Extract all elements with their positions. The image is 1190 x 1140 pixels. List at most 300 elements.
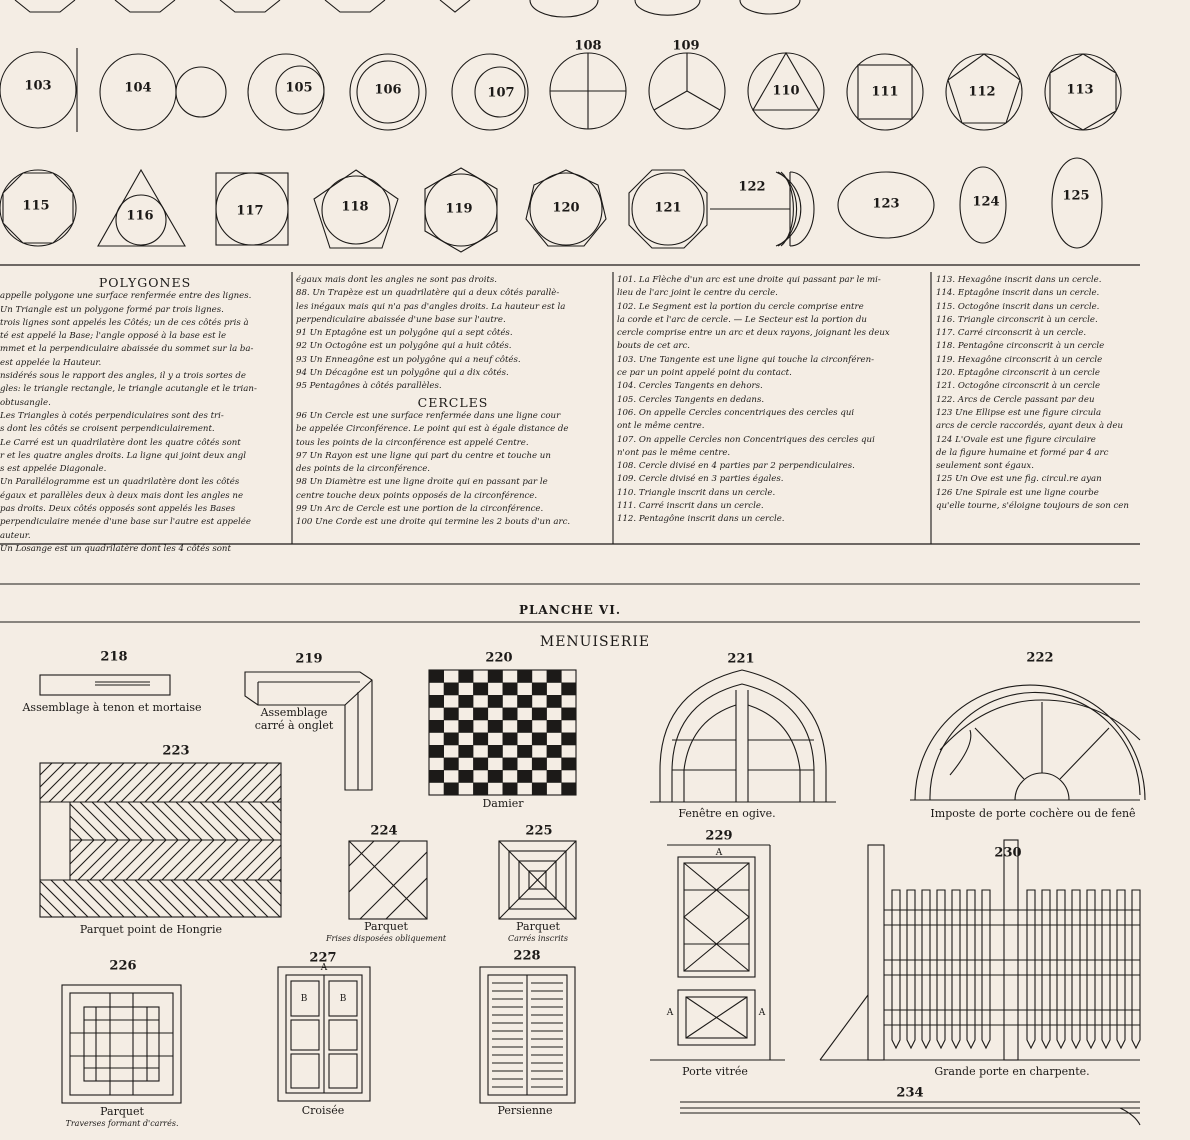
picket bbox=[1102, 890, 1110, 1048]
checker-square bbox=[429, 745, 444, 758]
hatch-line bbox=[272, 802, 281, 811]
text-line: 119. Hexagône circonscrit à un cercle bbox=[936, 354, 1103, 365]
text-line: 108. Cercle divisé en 4 parties par 2 perpendiculaires. bbox=[617, 461, 855, 472]
checker-square bbox=[458, 720, 473, 733]
fig-number-234: 234 bbox=[896, 1085, 924, 1101]
picket bbox=[982, 890, 990, 1048]
text-line: mmet et la perpendiculaire abaissée du sommet sur la ba- bbox=[0, 344, 254, 355]
checker-square bbox=[488, 670, 503, 683]
checker-square bbox=[503, 683, 518, 696]
hatch-line bbox=[111, 880, 148, 917]
text-line: cercle comprise entre un arc et deux rayons, joignant les deux bbox=[617, 328, 890, 339]
text-line: des points de la circonférence. bbox=[296, 464, 431, 475]
checker-square bbox=[473, 758, 488, 771]
text-line: arcs de cercle raccordés, ayant deux à deu bbox=[936, 421, 1123, 432]
hatch-line bbox=[205, 763, 244, 802]
text-line: gles: le triangle rectangle, le triangle acutangle et le trian- bbox=[0, 384, 257, 395]
caption-219a: Assemblage bbox=[260, 706, 328, 719]
hatch-line bbox=[78, 840, 118, 880]
figure-number-121: 121 bbox=[654, 200, 682, 216]
text-line: 115. Octogône inscrit dans un cercle. bbox=[936, 301, 1100, 312]
hatch-line bbox=[147, 880, 184, 917]
text-line: 95 Pentagônes à côtés parallèles. bbox=[296, 381, 442, 392]
caption-220: Damier bbox=[482, 797, 524, 810]
fig-number-223: 223 bbox=[162, 743, 190, 759]
letter-a-left: A bbox=[666, 1008, 674, 1018]
hatch-line bbox=[145, 763, 184, 802]
polygones-heading: POLYGONES bbox=[98, 275, 192, 290]
caption-226-sub: Traverses formant d'carrés. bbox=[65, 1119, 179, 1128]
hatch-line bbox=[73, 763, 112, 802]
fig-number-228: 228 bbox=[513, 948, 541, 964]
text-line: té est appelé la Base; l'angle opposé à la base est le bbox=[0, 331, 227, 342]
hatch-line bbox=[70, 816, 94, 840]
checker-square bbox=[532, 733, 547, 746]
hatch-line bbox=[49, 763, 88, 802]
hatch-line bbox=[200, 802, 238, 840]
picket bbox=[952, 890, 960, 1048]
text-line: bouts de cet arc. bbox=[617, 341, 690, 352]
text-line: 93 Un Enneagône est un polygône qui a neuf côtés. bbox=[296, 354, 521, 365]
text-line: égaux mais dont les angles ne sont pas droits. bbox=[296, 275, 498, 285]
fig-228-shutter bbox=[480, 967, 575, 1103]
figure-number-118: 118 bbox=[341, 199, 369, 215]
picket bbox=[1117, 890, 1125, 1048]
fig-number-230: 230 bbox=[994, 845, 1022, 861]
hatch-line bbox=[159, 880, 196, 917]
checker-square bbox=[458, 670, 473, 683]
hatch-line bbox=[219, 880, 256, 917]
checker-square bbox=[444, 683, 459, 696]
hatch-line bbox=[63, 880, 100, 917]
trapeze-text bbox=[296, 274, 610, 394]
fig-220-checkerboard bbox=[429, 670, 576, 795]
figure-number-107: 107 bbox=[487, 85, 515, 101]
polygon-definitions-column bbox=[936, 274, 1140, 544]
hatch-line bbox=[150, 840, 190, 880]
figure-number-108: 108 bbox=[574, 38, 602, 54]
hatch-line bbox=[140, 802, 178, 840]
figure-number-111: 111 bbox=[871, 84, 899, 100]
fig-227-casement-window bbox=[278, 967, 370, 1101]
checker-square bbox=[488, 745, 503, 758]
figure-number-125: 125 bbox=[1062, 188, 1090, 204]
text-line: n'ont pas le même centre. bbox=[617, 447, 731, 458]
picket bbox=[937, 890, 945, 1048]
text-line: de la figure humaine et formé par 4 arc bbox=[936, 447, 1109, 458]
text-line: 110. Triangle inscrit dans un cercle. bbox=[617, 487, 776, 498]
figure-number-117: 117 bbox=[236, 203, 264, 219]
checker-square bbox=[429, 695, 444, 708]
picket bbox=[1027, 890, 1035, 1048]
hatch-line bbox=[164, 802, 202, 840]
caption-225-title: Parquet bbox=[516, 920, 560, 933]
checker-square bbox=[517, 670, 532, 683]
text-line: 107. On appelle Cercles non Concentriques des cercles qui bbox=[617, 434, 875, 445]
fig-number-220: 220 bbox=[485, 650, 513, 666]
hatch-line bbox=[104, 802, 142, 840]
text-line: 125 Un Ove est une fig. circul.re ayan bbox=[936, 474, 1102, 485]
text-line: 105. Cercles Tangents en dedans. bbox=[617, 394, 765, 405]
fig-225-square-parquet bbox=[499, 841, 576, 919]
checker-square bbox=[547, 745, 562, 758]
figure-number-109: 109 bbox=[672, 38, 700, 54]
checker-square bbox=[503, 758, 518, 771]
text-line: centre touche deux points opposés de la circonférence. bbox=[296, 490, 538, 501]
hatch-line bbox=[85, 763, 124, 802]
hatch-line bbox=[128, 802, 166, 840]
polygon-definitions-text bbox=[936, 274, 1140, 513]
hatch-line bbox=[116, 802, 154, 840]
fig-221-ogive-window bbox=[650, 670, 836, 802]
figure-number-113: 113 bbox=[1066, 82, 1094, 98]
text-line: qu'elle tourne, s'éloigne toujours de son cen bbox=[936, 501, 1129, 512]
text-line: s dont les côtés se croisent perpendiculairement. bbox=[0, 424, 215, 435]
checker-square bbox=[517, 695, 532, 708]
picket bbox=[1132, 890, 1140, 1048]
hatch-line bbox=[40, 905, 52, 917]
figure-number-110: 110 bbox=[772, 83, 800, 99]
checker-square bbox=[458, 695, 473, 708]
checker-square bbox=[473, 683, 488, 696]
text-line: r et les quatre angles droits. La ligne qui joint deux angl bbox=[0, 450, 246, 461]
hatch-line bbox=[109, 763, 148, 802]
checker-square bbox=[473, 708, 488, 721]
hatch-line bbox=[121, 763, 160, 802]
hatch-line bbox=[126, 840, 166, 880]
fig-230-carpentry-gate bbox=[820, 840, 1140, 1060]
caption-221: Fenêtre en ogive. bbox=[678, 807, 776, 820]
text-line: 109. Cercle divisé en 3 parties égales. bbox=[617, 474, 784, 485]
fig-222-fanlight bbox=[910, 685, 1145, 800]
checker-square bbox=[547, 720, 562, 733]
text-line: Les Triangles à cotés perpendiculaires sont des tri- bbox=[0, 410, 224, 421]
checker-square bbox=[503, 708, 518, 721]
caption-230: Grande porte en charpente. bbox=[934, 1065, 1090, 1078]
hatch-line bbox=[99, 880, 136, 917]
picket bbox=[922, 890, 930, 1048]
checker-square bbox=[561, 733, 576, 746]
caption-224-title: Parquet bbox=[364, 920, 408, 933]
figure-number-106: 106 bbox=[374, 82, 402, 98]
hatch-line bbox=[198, 840, 238, 880]
hatch-line bbox=[212, 802, 250, 840]
cercles-heading: CERCLES bbox=[417, 394, 489, 410]
hatch-line bbox=[97, 763, 136, 802]
figure-number-104: 104 bbox=[124, 80, 152, 96]
hatch-line bbox=[92, 802, 130, 840]
text-line: 99 Un Arc de Cercle est une portion de la circonférence. bbox=[296, 504, 544, 515]
caption-222: Imposte de porte cochère ou de fenê bbox=[930, 807, 1136, 820]
text-line: 117. Carré circonscrit à un cercle. bbox=[936, 328, 1087, 339]
text-line: Un Parallélogramme est un quadrilatère dont les côtés bbox=[0, 477, 240, 488]
hatch-line bbox=[135, 880, 172, 917]
circle-definitions-text bbox=[617, 274, 929, 527]
text-line: perpendiculaire menée d'une base sur l'autre est appelée bbox=[0, 517, 251, 528]
text-line: ce par un point appelé point du contact. bbox=[617, 368, 792, 379]
text-line: ont le même centre. bbox=[617, 421, 705, 432]
caption-224 bbox=[326, 921, 446, 945]
text-line: 103. Une Tangente est une ligne qui touche la circonféren- bbox=[617, 354, 875, 365]
checker-square bbox=[561, 683, 576, 696]
checker-square bbox=[517, 745, 532, 758]
hatch-line bbox=[174, 840, 214, 880]
figure-number-123: 123 bbox=[872, 196, 900, 212]
text-line: 100 Une Corde est une droite qui termine les 2 bouts d'un arc. bbox=[296, 517, 571, 528]
figure-number-112: 112 bbox=[968, 84, 996, 100]
checker-square bbox=[547, 770, 562, 783]
checker-square bbox=[503, 733, 518, 746]
hatch-line bbox=[114, 840, 154, 880]
hatch-line bbox=[217, 763, 256, 802]
text-line: la corde et l'arc de cercle. — Le Secteur est la portion du bbox=[617, 314, 867, 325]
letter-b-right: B bbox=[339, 994, 347, 1004]
hatch-line bbox=[241, 763, 280, 802]
text-line: obtusangle. bbox=[0, 397, 51, 408]
hatch-line bbox=[75, 880, 112, 917]
checker-square bbox=[503, 783, 518, 796]
hatch-line bbox=[210, 840, 250, 880]
figure-number-124: 124 bbox=[972, 194, 1000, 210]
fig-number-222: 222 bbox=[1026, 650, 1054, 666]
text-line: 112. Pentagône inscrit dans un cercle. bbox=[617, 514, 785, 525]
text-line: 126 Une Spirale est une ligne courbe bbox=[936, 487, 1099, 498]
hatch-line bbox=[265, 786, 281, 802]
text-line: s est appelée Diagonale. bbox=[0, 464, 107, 475]
checker-square bbox=[488, 720, 503, 733]
hatch-line bbox=[157, 763, 196, 802]
hatch-line bbox=[40, 893, 64, 917]
fig-number-226: 226 bbox=[109, 958, 137, 974]
caption-218: Assemblage à tenon et mortaise bbox=[22, 701, 202, 714]
text-line: 88. Un Trapèze est un quadrilatère qui a deux côtés parallè- bbox=[296, 288, 560, 299]
text-line: 123 Une Ellipse est une figure circula bbox=[936, 407, 1102, 418]
hatch-line bbox=[70, 840, 94, 864]
hatch-line bbox=[270, 869, 281, 880]
checker-square bbox=[429, 670, 444, 683]
hatch-line bbox=[152, 802, 190, 840]
fig-218-tenon-joint bbox=[40, 675, 170, 695]
caption-219b: carré à onglet bbox=[254, 719, 334, 732]
checker-square bbox=[429, 720, 444, 733]
checker-square bbox=[517, 770, 532, 783]
text-line: est appelée la Hauteur. bbox=[0, 357, 102, 368]
text-line: 102. Le Segment est la portion du cercle comprise entre bbox=[617, 301, 864, 312]
hatch-line bbox=[70, 828, 82, 840]
hatch-line bbox=[133, 763, 172, 802]
hatch-line bbox=[40, 763, 52, 775]
text-line: 98 Un Diamètre est une ligne droite qui en passant par le bbox=[296, 477, 548, 488]
hatch-line bbox=[181, 763, 220, 802]
fig-104-tangent-circles bbox=[100, 54, 226, 130]
fig-number-224: 224 bbox=[370, 823, 398, 839]
checker-square bbox=[532, 783, 547, 796]
text-line: 122. Arcs de Cercle passant par deu bbox=[936, 394, 1095, 405]
checker-square bbox=[473, 733, 488, 746]
hatch-line bbox=[186, 840, 226, 880]
text-line: les inégaux mais qui n'a pas d'angles droits. La hauteur est la bbox=[296, 301, 566, 312]
checker-square bbox=[561, 783, 576, 796]
hatch-line bbox=[51, 880, 88, 917]
hatch-line bbox=[236, 802, 274, 840]
hatch-line bbox=[40, 763, 64, 787]
caption-223: Parquet point de Hongrie bbox=[79, 923, 223, 936]
checker-square bbox=[532, 683, 547, 696]
text-line: perpendiculaire abaissée d'une base sur l'autre. bbox=[296, 314, 506, 325]
cercles-text bbox=[296, 410, 610, 530]
hatch-line bbox=[260, 802, 281, 823]
caption-227: Croisée bbox=[301, 1104, 345, 1117]
checker-square bbox=[444, 783, 459, 796]
checker-square bbox=[458, 745, 473, 758]
text-line: lieu de l'arc joint le centre du cercle. bbox=[617, 288, 778, 299]
hatch-line bbox=[87, 880, 124, 917]
caption-229: Porte vitrée bbox=[682, 1065, 748, 1078]
checker-square bbox=[473, 783, 488, 796]
caption-224-sub: Frises disposées obliquement bbox=[325, 934, 447, 943]
text-line: 106. On appelle Cercles concentriques des cercles qui bbox=[617, 407, 855, 418]
text-line: 116. Triangle circonscrit à un cercle. bbox=[936, 314, 1098, 325]
fig-234-moulding bbox=[680, 1102, 1140, 1125]
hatch-line bbox=[277, 798, 281, 802]
checker-square bbox=[488, 695, 503, 708]
caption-228: Persienne bbox=[497, 1104, 553, 1117]
text-line: 101. La Flèche d'un arc est une droite qui passant par le mi- bbox=[617, 275, 881, 285]
text-line: 121. Octogône circonscrit à un cercle bbox=[936, 381, 1101, 392]
hatch-line bbox=[207, 880, 244, 917]
checker-square bbox=[458, 770, 473, 783]
picket bbox=[892, 890, 900, 1048]
checker-square bbox=[547, 695, 562, 708]
caption-225 bbox=[508, 921, 568, 945]
fig-223-herringbone-parquet bbox=[40, 763, 281, 917]
text-line: 118. Pentagône circonscrit à un cercle bbox=[936, 341, 1105, 352]
picket bbox=[1042, 890, 1050, 1048]
fig-number-227: 227 bbox=[309, 950, 337, 966]
figure-number-103: 103 bbox=[24, 78, 52, 94]
hatch-line bbox=[255, 880, 281, 906]
letter-a-227: A bbox=[320, 963, 328, 973]
text-line: nsidérés sous le rapport des angles, il y a trois sortes de bbox=[0, 371, 246, 382]
text-line: trois lignes sont appelés les Côtés; un de ces côtés pris à bbox=[0, 317, 249, 328]
hatch-line bbox=[243, 880, 280, 917]
fig-number-219: 219 bbox=[295, 651, 323, 667]
hatch-line bbox=[222, 840, 262, 880]
figure-number-115: 115 bbox=[22, 198, 50, 214]
hatch-line bbox=[162, 840, 202, 880]
text-line: auteur. bbox=[0, 530, 31, 541]
circle-definitions-column bbox=[617, 274, 929, 544]
text-line: égaux et parallèles deux à deux mais dont les angles ne bbox=[0, 490, 244, 501]
fig-number-225: 225 bbox=[525, 823, 553, 839]
checker-square bbox=[444, 758, 459, 771]
hatch-line bbox=[169, 763, 208, 802]
text-line: 114. Eptagône inscrit dans un cercle. bbox=[936, 288, 1100, 299]
text-line: be appelée Circonférence. Le point qui est à égale distance de bbox=[296, 424, 569, 435]
text-line: 104. Cercles Tangents en dehors. bbox=[617, 381, 763, 392]
text-line: 120. Eptagône circonscrit à un cercle bbox=[936, 368, 1101, 379]
hatch-line bbox=[234, 840, 274, 880]
hatch-line bbox=[258, 857, 281, 880]
text-line: 92 Un Octogône est un polygône qui a huit côtés. bbox=[296, 341, 512, 352]
top-row-partial-shapes bbox=[15, 0, 800, 17]
hatch-line bbox=[61, 763, 100, 802]
fig-224-oblique-parquet bbox=[349, 841, 427, 919]
caption-226 bbox=[66, 1106, 179, 1130]
text-line: 97 Un Rayon est une ligne qui part du centre et touche un bbox=[296, 450, 551, 461]
fig-number-218: 218 bbox=[100, 649, 128, 665]
checker-square bbox=[547, 670, 562, 683]
picket bbox=[1057, 890, 1065, 1048]
text-line: Un Losange est un quadrilatère dont les 4 côtés sont bbox=[0, 543, 231, 554]
fig-number-221: 221 bbox=[727, 651, 755, 667]
picket bbox=[1072, 890, 1080, 1048]
text-line: 94 Un Décagône est un polygône qui a dix côtés. bbox=[296, 368, 509, 379]
figure-number-116: 116 bbox=[126, 208, 154, 224]
hatch-line bbox=[195, 880, 232, 917]
fig-108-quartered bbox=[550, 53, 626, 129]
checker-square bbox=[444, 733, 459, 746]
hatch-line bbox=[188, 802, 226, 840]
hatch-line bbox=[229, 763, 268, 802]
hatch-line bbox=[267, 880, 281, 894]
checker-square bbox=[429, 770, 444, 783]
fig-number-229: 229 bbox=[705, 828, 733, 844]
planche-label: PLANCHE VI. bbox=[518, 603, 622, 617]
checker-square bbox=[561, 708, 576, 721]
cercles-column bbox=[296, 274, 610, 544]
polygones-column bbox=[0, 274, 290, 554]
checker-square bbox=[532, 758, 547, 771]
text-line: appelle polygone une surface renfermée entre des lignes. bbox=[0, 291, 252, 302]
figure-number-120: 120 bbox=[552, 200, 580, 216]
checker-square bbox=[444, 708, 459, 721]
text-line: 96 Un Cercle est une surface renfermée dans une ligne cour bbox=[296, 410, 561, 421]
section-title: MENUISERIE bbox=[539, 634, 651, 650]
hatch-line bbox=[224, 802, 262, 840]
checker-square bbox=[532, 708, 547, 721]
checker-square bbox=[561, 758, 576, 771]
hatch-line bbox=[253, 774, 281, 802]
hatch-line bbox=[193, 763, 232, 802]
text-line: 124 L'Ovale est une figure circulaire bbox=[936, 434, 1096, 445]
caption-226-title: Parquet bbox=[100, 1105, 144, 1118]
letter-b-left: B bbox=[300, 994, 308, 1004]
text-line: Le Carré est un quadrilatère dont les quatre côtés sont bbox=[0, 437, 241, 448]
letter-a-right: A bbox=[758, 1008, 766, 1018]
text-line: 113. Hexagône inscrit dans un cercle. bbox=[936, 275, 1102, 285]
hatch-line bbox=[80, 802, 118, 840]
fig-226-crossbar-parquet bbox=[62, 985, 181, 1103]
hatch-line bbox=[231, 880, 268, 917]
text-line: Un Triangle est un polygone formé par trois lignes. bbox=[0, 304, 224, 315]
text-line: 91 Un Eptagône est un polygône qui a sept côtés. bbox=[296, 328, 513, 339]
letter-a-top: A bbox=[715, 848, 723, 858]
hatch-line bbox=[90, 840, 130, 880]
text-line: 111. Carré inscrit dans un cercle. bbox=[617, 501, 764, 512]
fig-109-thirds bbox=[649, 53, 725, 129]
figure-number-105: 105 bbox=[285, 80, 313, 96]
figure-number-122: 122 bbox=[738, 179, 766, 195]
text-line: tous les points de la circonférence est appelé Centre. bbox=[296, 437, 529, 448]
hatch-line bbox=[70, 840, 82, 852]
hatch-line bbox=[176, 802, 214, 840]
checker-square bbox=[488, 770, 503, 783]
text-line: seulement sont égaux. bbox=[936, 461, 1034, 472]
fig-229-glazed-door bbox=[650, 845, 785, 1060]
polygones-text bbox=[0, 290, 290, 556]
hatch-line bbox=[183, 880, 220, 917]
